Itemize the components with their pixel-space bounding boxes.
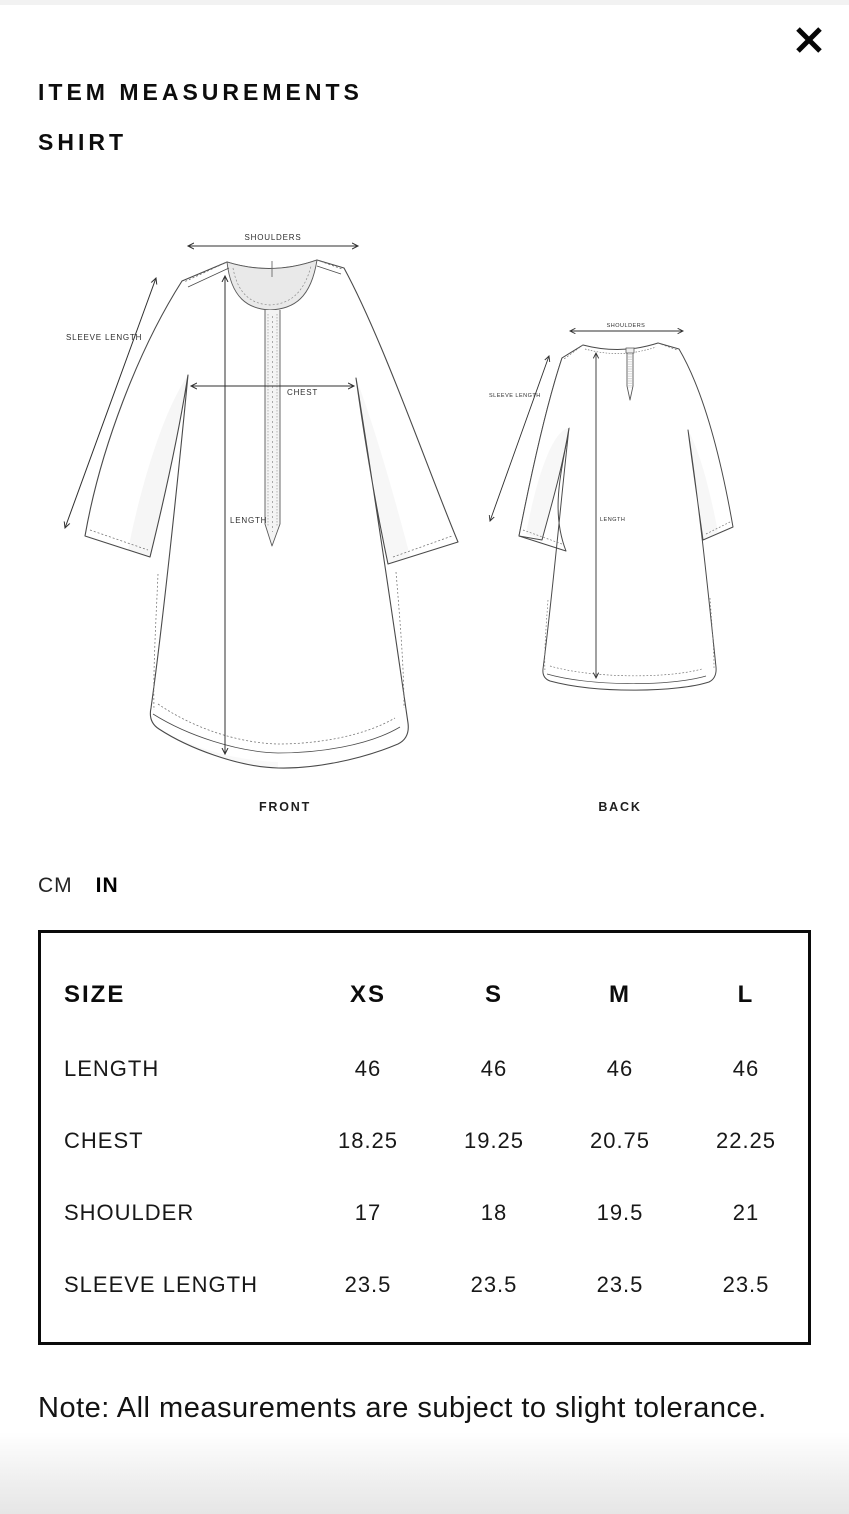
page-title: ITEM MEASUREMENTS	[38, 79, 363, 105]
cell: 23.5	[470, 1272, 518, 1297]
unit-in-button[interactable]: IN	[95, 874, 119, 897]
table-row-shoulder	[41, 1197, 808, 1229]
cell: 46	[354, 1056, 382, 1081]
front-chest-label: CHEST	[287, 388, 319, 397]
col-size: SIZE	[64, 981, 126, 1008]
cell: 46	[732, 1056, 760, 1081]
bottom-fade	[0, 1432, 849, 1514]
cell: 18	[480, 1200, 508, 1225]
cell: 17	[354, 1200, 382, 1225]
back-sleeve-length-label: SLEEVE LENGTH	[489, 393, 541, 399]
front-caption: FRONT	[258, 800, 312, 814]
back-caption: BACK	[598, 800, 642, 814]
back-shoulders-label: SHOULDERS	[606, 323, 646, 329]
back-view-sketch	[519, 343, 733, 690]
table-header-row	[41, 979, 808, 1011]
garment-measurement-diagram	[38, 180, 811, 840]
cell: 22.25	[715, 1128, 777, 1153]
row-label: CHEST	[64, 1128, 144, 1153]
row-label: LENGTH	[64, 1056, 160, 1081]
page-top-strip	[0, 0, 849, 5]
tolerance-note: Note: All measurements are subject to slight tolerance.	[38, 1392, 767, 1424]
cell: 20.75	[589, 1128, 651, 1153]
col-l: L	[737, 981, 755, 1008]
cell: 46	[606, 1056, 634, 1081]
col-s: S	[484, 981, 503, 1008]
cell: 19.5	[596, 1200, 644, 1225]
back-length-label: LENGTH	[600, 517, 626, 523]
row-label: SHOULDER	[64, 1200, 195, 1225]
cell: 21	[732, 1200, 760, 1225]
unit-cm-button[interactable]: CM	[38, 874, 73, 897]
cell: 18.25	[337, 1128, 399, 1153]
cell: 23.5	[596, 1272, 644, 1297]
measurements-table	[38, 930, 811, 1345]
table-row-chest	[41, 1125, 808, 1157]
table-row-sleeve-length	[41, 1269, 808, 1301]
front-length-label: LENGTH	[230, 516, 268, 525]
row-label: SLEEVE LENGTH	[64, 1272, 258, 1297]
front-sleeve-length-label: SLEEVE LENGTH	[66, 333, 143, 342]
unit-toggle	[38, 874, 119, 898]
close-button[interactable]	[791, 22, 827, 58]
table-row-length	[41, 1053, 808, 1085]
front-shoulders-label: SHOULDERS	[244, 233, 302, 242]
item-subtitle: SHIRT	[38, 129, 127, 155]
col-xs: XS	[349, 981, 386, 1008]
cell: 46	[480, 1056, 508, 1081]
cell: 23.5	[344, 1272, 392, 1297]
close-icon	[794, 25, 824, 55]
cell: 19.25	[463, 1128, 525, 1153]
col-m: M	[609, 981, 631, 1008]
cell: 23.5	[722, 1272, 770, 1297]
